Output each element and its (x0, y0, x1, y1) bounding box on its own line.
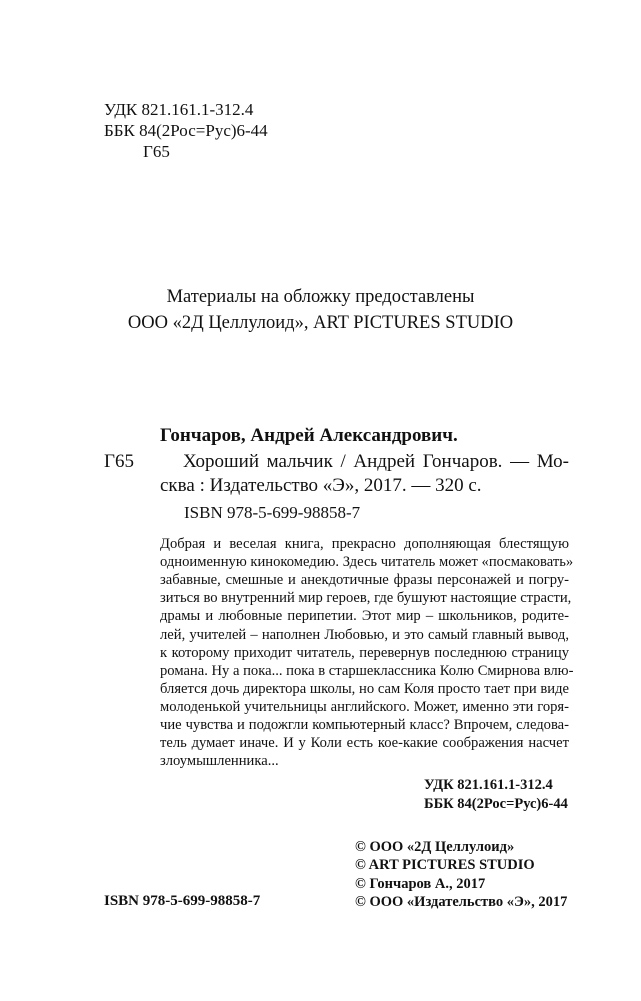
bbk-code-bottom: ББК 84(2Рос=Рус)6-44 (424, 796, 568, 812)
isbn-footer: ISBN 978-5-699-98858-7 (104, 893, 261, 909)
bibl-description-line1: Хороший мальчик / Андрей Гончаров. — Мо- (183, 451, 569, 472)
bbk-code: ББК 84(2Рос=Рус)6-44 (104, 121, 268, 140)
annotation-line: к которому приходит читатель, перевернув последнюю страницу (160, 645, 569, 661)
annotation-line: драмы и любовные перипетии. Этот мир – школьников, родите- (160, 608, 569, 624)
author-heading: Гончаров, Андрей Александрович. (160, 425, 458, 446)
annotation-line: молоденькой учительницы английского. Может, именно эти горя- (160, 699, 569, 715)
annotation-line: романа. Ну а пока... пока в старшеклассника Колю Смирнова влю- (160, 663, 574, 679)
copyright-line: © ООО «2Д Целлулоид» (355, 839, 515, 855)
annotation-line: бляется дочь директора школы, но сам Коля просто тает при виде (160, 681, 569, 697)
cover-credits-line1: Материалы на обложку предоставлены (166, 287, 475, 307)
annotation-line: одноименную кинокомедию. Здесь читатель может «посмаковать» (160, 554, 574, 570)
annotation-line: забавные, смешные и анекдотичные фразы персонажей и погру- (160, 572, 569, 588)
author-mark-bibl: Г65 (104, 451, 134, 472)
annotation-line: чие чувства и подожгли компьютерный класс? Впрочем, следова- (160, 717, 569, 733)
annotation-line: злоумышленника... (160, 753, 279, 769)
bibl-description-line2: сква : Издательство «Э», 2017. — 320 с. (160, 475, 482, 496)
cover-credits-line2: ООО «2Д Целлулоид», ART PICTURES STUDIO (127, 313, 514, 333)
copyright-line: © ООО «Издательство «Э», 2017 (355, 894, 568, 910)
udk-code-bottom: УДК 821.161.1-312.4 (424, 777, 553, 793)
annotation-line: зиться во внутренний мир героев, где бушуют настоящие страсти, (160, 590, 572, 606)
udk-code: УДК 821.161.1-312.4 (104, 100, 254, 119)
annotation-line: Добрая и веселая книга, прекрасно дополняющая блестящую (160, 536, 569, 552)
annotation-line: лей, учителей – наполнен Любовью, и это самый главный вывод, (160, 627, 569, 643)
annotation-line: тель думает иначе. И у Коли есть кое-какие соображения насчет (160, 735, 569, 751)
author-mark-top: Г65 (143, 142, 170, 161)
isbn-bibl: ISBN 978-5-699-98858-7 (184, 503, 361, 522)
copyright-line: © ART PICTURES STUDIO (355, 857, 535, 873)
copyright-line: © Гончаров А., 2017 (355, 876, 486, 892)
